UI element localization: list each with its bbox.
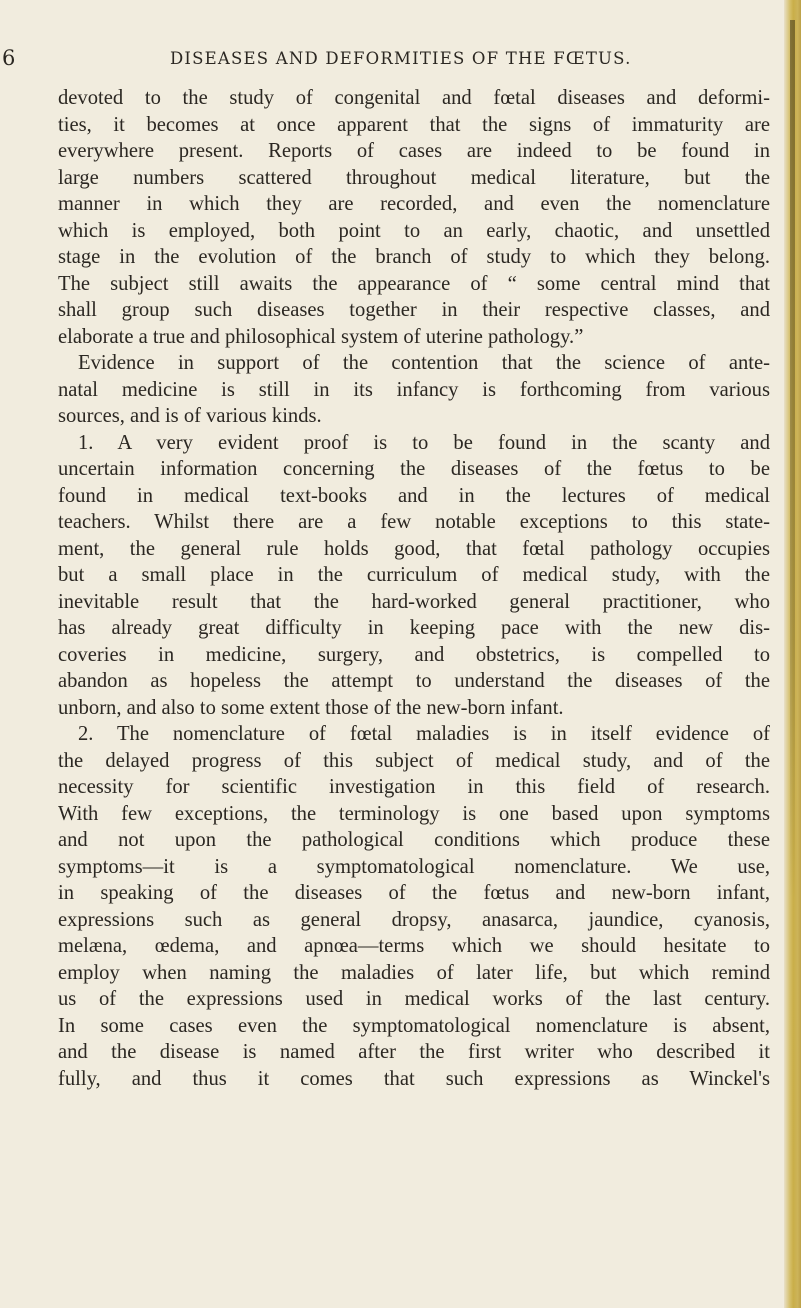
text-line: but a small place in the curriculum of medical study, with the <box>58 564 770 586</box>
text-line: 2. The nomenclature of fœtal maladies is in itself evidence of <box>78 723 770 745</box>
text-line: uncertain information concerning the diseases of the fœtus to be <box>58 458 770 480</box>
text-line: With few exceptions, the terminology is one based upon symptoms <box>58 802 770 825</box>
text-line: ment, the general rule holds good, that fœtal pathology occupies <box>58 537 770 560</box>
text-line: symptoms—it is a symptomatological nomenclature. We use, <box>58 855 770 878</box>
text-line: employ when naming the maladies of later life, but which remind <box>58 961 770 984</box>
text-line: coveries in medicine, surgery, and obstetrics, is compelled to <box>58 643 770 666</box>
text-line: melæna, œdema, and apnœa—terms which we should hesitate to <box>58 935 770 957</box>
text-line: necessity for scientific investigation in this field of research. <box>58 776 770 798</box>
text-line: fully, and thus it comes that such expressions as Winckel's <box>58 1067 770 1090</box>
text-line: inevitable result that the hard-worked general practitioner, who <box>58 590 770 613</box>
text-line: 1. A very evident proof is to be found in the scanty and <box>78 431 770 454</box>
text-line: sources, and is of various kinds. <box>58 405 322 427</box>
text-line: us of the expressions used in medical works of the last century. <box>58 988 770 1010</box>
text-line: large numbers scattered throughout medical literature, but the <box>58 166 770 189</box>
text-line: in speaking of the diseases of the fœtus and new-born infant, <box>58 882 770 904</box>
text-line: shall group such diseases together in their respective classes, and <box>58 299 770 321</box>
text-line: elaborate a true and philosophical system of uterine pathology.” <box>58 325 584 348</box>
text-line: The subject still awaits the appearance of “ some central mind that <box>58 272 770 295</box>
text-line: devoted to the study of congenital and fœtal diseases and deformi- <box>58 87 770 109</box>
text-line: has already great difficulty in keeping pace with the new dis- <box>58 617 770 639</box>
text-line: stage in the evolution of the branch of study to which they belong. <box>58 246 770 268</box>
text-line: unborn, and also to some extent those of the new-born infant. <box>58 696 564 719</box>
page-number: 6 <box>2 46 16 70</box>
body-text <box>58 85 770 1092</box>
text-line: ties, it becomes at once apparent that the signs of immaturity are <box>58 113 770 136</box>
text-line: natal medicine is still in its infancy is forthcoming from various <box>58 378 770 401</box>
text-line: teachers. Whilst there are a few notable exceptions to this state- <box>58 511 770 533</box>
page-header <box>0 46 790 70</box>
page-edge-shadow <box>790 20 795 900</box>
text-line: which is employed, both point to an early, chaotic, and unsettled <box>58 219 770 242</box>
text-line: and the disease is named after the first writer who described it <box>58 1041 770 1063</box>
text-line: everywhere present. Reports of cases are indeed to be found in <box>58 140 770 162</box>
text-line: expressions such as general dropsy, anasarca, jaundice, cyanosis, <box>58 908 770 931</box>
text-line: Evidence in support of the contention that the science of ante- <box>78 352 770 374</box>
text-line: the delayed progress of this subject of medical study, and of the <box>58 749 770 772</box>
running-title: DISEASES AND DEFORMITIES OF THE FŒTUS. <box>170 49 632 68</box>
text-line: abandon as hopeless the attempt to understand the diseases of the <box>58 670 770 692</box>
text-line: In some cases even the symptomatological nomenclature is absent, <box>58 1014 770 1037</box>
text-line: manner in which they are recorded, and even the nomenclature <box>58 193 770 215</box>
text-line: found in medical text-books and in the lectures of medical <box>58 484 770 507</box>
text-line: and not upon the pathological conditions which produce these <box>58 829 770 851</box>
